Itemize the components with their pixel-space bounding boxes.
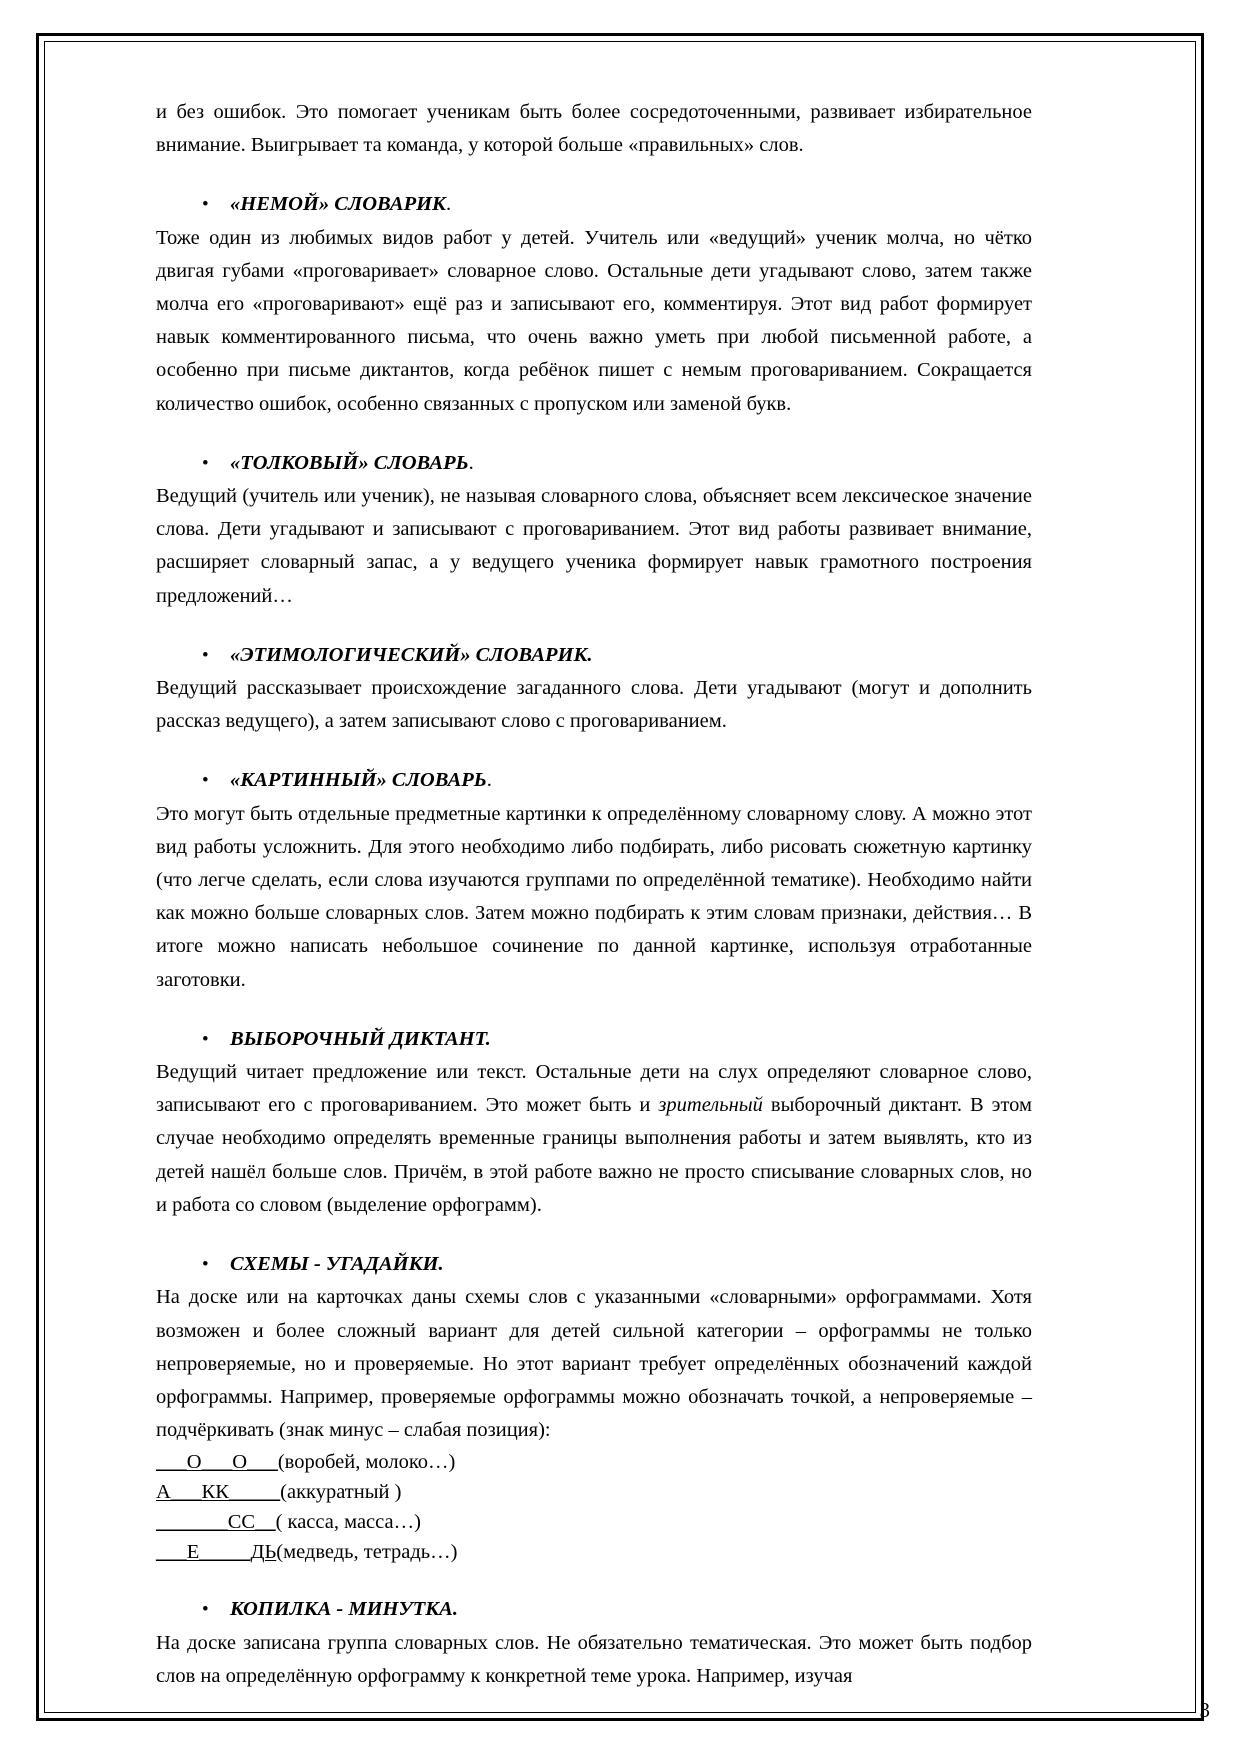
section-heading-vyborochnyy-diktant [156, 1023, 1032, 1056]
section-body-kartinnyy: Это могут быть отдельные предметные картинки к определённому словарному слову. А можно этот вид работы усложнить. Для этого необходимо либо подбирать, либо рисовать сюжетную картинку (что легче сделать, если слова изучаются группами по определённой тематике). Необходимо найти как можно больше словарных слов. Затем можно подбирать к этим словам признаки, действия… В итоге можно написать небольшое сочинение по данной картинке, используя отработанные заготовки. [156, 802, 1032, 991]
section-heading-label: ВЫБОРОЧНЫЙ ДИКТАНТ. [230, 1027, 491, 1050]
spacer [156, 613, 1032, 639]
schema-examples-block [156, 1447, 1032, 1567]
bullet-icon: • [202, 1599, 209, 1621]
spacer [156, 421, 1032, 447]
schema-pattern: _______СС__ [156, 1511, 276, 1534]
spacer [156, 162, 1032, 188]
schema-pattern: А___КК_____ [156, 1481, 281, 1504]
section-body-vyborochnyy-diktant [156, 1056, 1032, 1222]
section-heading-label: КОПИЛКА - МИНУТКА. [230, 1598, 458, 1621]
section-heading-label: «ТОЛКОВЫЙ» СЛОВАРЬ [230, 451, 469, 474]
page-number: 3 [1199, 1698, 1210, 1722]
section-heading-label: «НЕМОЙ» СЛОВАРИК [230, 193, 446, 216]
section-body-tolkovyy: Ведущий (учитель или ученик), не называя словарного слова, объясняет всем лексическое значение слова. Дети угадывают и записывают с проговариванием. Этот вид работы развивает внимание, расширяет словарный запас, а у ведущего ученика формирует навык грамотного построения предложений… [156, 485, 1032, 607]
spacer [156, 1222, 1032, 1248]
section-heading-kopilka-minutka [156, 1593, 1032, 1626]
schema-line [156, 1507, 1032, 1537]
section-body-etimologicheskiy: Ведущий рассказывает происхождение загаданного слова. Дети угадывают (могут и дополнить рассказ ведущего), а затем записывают слово с проговариванием. [156, 677, 1032, 733]
bullet-icon: • [202, 452, 209, 474]
spacer [156, 997, 1032, 1023]
section-body-part2: выборочный диктант. В этом случае необходимо определять временные границы выполнения работы и затем выявлять, кто из детей нашёл больше слов. Причём, в этой работе важно не просто списывание словарных слов, но и работа со словом (выделение орфограмм). [156, 1094, 1032, 1216]
section-heading-nemoy [156, 188, 1032, 221]
section-heading-trailing: . [468, 451, 474, 474]
document-content [156, 96, 1032, 1687]
schema-line [156, 1477, 1032, 1507]
section-heading-tolkovyy [156, 447, 1032, 480]
section-heading-label: СХЕМЫ - УГАДАЙКИ. [230, 1253, 444, 1276]
spacer [156, 1567, 1032, 1593]
section-body-part1: Ведущий читает предложение или текст. Остальные дети на слух определяют словарное слово, записывают его с проговариванием. Это может быть и [156, 1061, 1032, 1117]
bullet-icon: • [202, 644, 209, 666]
spacer [156, 738, 1032, 764]
section-heading-trailing: . [445, 193, 452, 216]
schema-example: (воробей, молоко…) [277, 1451, 456, 1474]
section-heading-kartinnyy [156, 764, 1032, 797]
schema-example: (аккуратный ) [280, 1481, 402, 1504]
section-body-skhemy-ugadayki: На доске или на карточках даны схемы слов с указанными «словарными» орфограммами. Хотя возможен и более сложный вариант для детей сильной категории – орфограммы не только непроверяемые, но и проверяемые. Но этот вариант требует определённых обозначений каждой орфограммы. Например, проверяемые орфограммы можно обозначать точкой, а непроверяемые – подчёркивать (знак минус – слабая позиция): [156, 1286, 1032, 1442]
section-heading-trailing: . [486, 769, 492, 792]
section-heading-label: «ЭТИМОЛОГИЧЕСКИЙ» СЛОВАРИК. [230, 643, 593, 666]
intro-paragraph: и без ошибок. Это помогает ученикам быть более сосредоточенными, развивает избирательное внимание. Выигрывает та команда, у которой больше «правильных» слов. [156, 101, 1032, 157]
section-body-nemoy: Тоже один из любимых видов работ у детей. Учитель или «ведущий» ученик молча, но чётко двигая губами «проговаривает» словарное слово. Остальные дети угадывают слово, затем также молча его «проговаривают» ещё раз и записывают его, комментируя. Этот вид работ формирует навык комментированного письма, что очень важно уметь при любой письменной работе, а особенно при письме диктантов, когда ребёнок пишет с немым проговариванием. Сокращается количество ошибок, особенно связанных с пропуском или заменой букв. [156, 226, 1032, 415]
schema-line [156, 1447, 1032, 1477]
section-heading-label: «КАРТИННЫЙ» СЛОВАРЬ [230, 769, 487, 792]
schema-example: (медведь, тетрадь…) [276, 1541, 458, 1564]
bullet-icon: • [202, 194, 209, 216]
bullet-icon: • [202, 1028, 209, 1050]
section-heading-etimologicheskiy [156, 639, 1032, 672]
bullet-icon: • [202, 1254, 209, 1276]
schema-example: ( касса, масса…) [275, 1511, 421, 1534]
schema-line [156, 1537, 1032, 1567]
bullet-icon: • [202, 770, 209, 792]
schema-pattern: ___Е_____ДЬ [156, 1541, 277, 1564]
section-heading-skhemy-ugadayki [156, 1248, 1032, 1281]
emphasized-term: зрительный [658, 1094, 763, 1117]
section-body-kopilka-minutka: На доске записана группа словарных слов. Не обязательно тематическая. Это может быть подбор слов на определённую орфограмму к конкретной теме урока. Например, изучая [156, 1631, 1032, 1687]
schema-pattern: ___О___О___ [156, 1451, 278, 1474]
